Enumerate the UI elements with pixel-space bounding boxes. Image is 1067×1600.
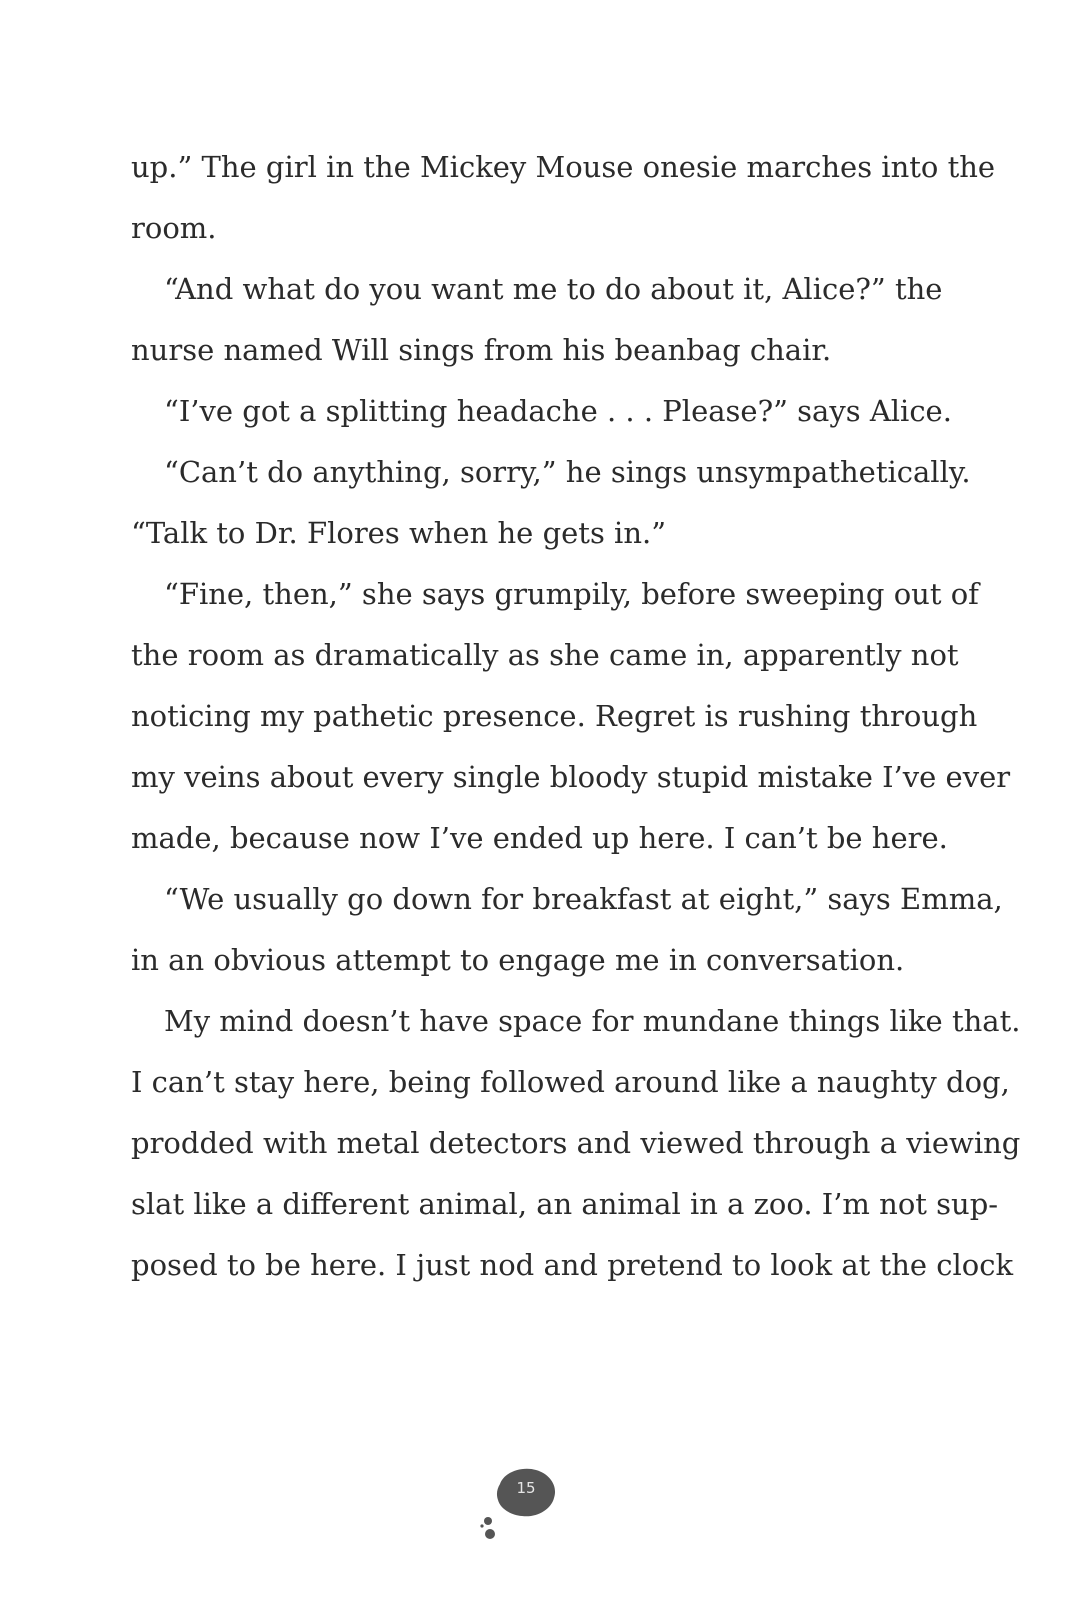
- text-line: My mind doesn’t have space for mundane things like that.: [164, 1004, 1021, 1038]
- text-line: I can’t stay here, being followed around like a naughty dog,: [131, 1065, 1010, 1099]
- text-line: made, because now I’ve ended up here. I can’t be here.: [131, 821, 948, 855]
- body-text: [131, 137, 1021, 1296]
- text-line: posed to be here. I just nod and pretend to look at the clock: [131, 1248, 1014, 1282]
- text-line: the room as dramatically as she came in, apparently not: [131, 638, 959, 672]
- text-line: room.: [131, 211, 217, 245]
- text-line: “I’ve got a splitting headache . . . Please?” says Alice.: [164, 394, 952, 428]
- page-number-badge: [470, 1462, 570, 1542]
- text-line: noticing my pathetic presence. Regret is rushing through: [131, 699, 978, 733]
- text-line: in an obvious attempt to engage me in conversation.: [131, 943, 905, 977]
- text-line: prodded with metal detectors and viewed through a viewing: [131, 1126, 1021, 1160]
- text-line: “And what do you want me to do about it, Alice?” the: [164, 272, 943, 306]
- ink-blot-icon: [470, 1462, 570, 1542]
- text-line: “Talk to Dr. Flores when he gets in.”: [131, 516, 667, 550]
- text-line: slat like a different animal, an animal in a zoo. I’m not sup-: [131, 1187, 999, 1221]
- text-line: my veins about every single bloody stupid mistake I’ve ever: [131, 760, 1011, 794]
- text-line: up.” The girl in the Mickey Mouse onesie marches into the: [131, 150, 996, 184]
- page-number: 15: [516, 1479, 536, 1497]
- text-line: nurse named Will sings from his beanbag chair.: [131, 333, 832, 367]
- text-line: “Can’t do anything, sorry,” he sings unsympathetically.: [164, 455, 971, 489]
- text-line: “We usually go down for breakfast at eight,” says Emma,: [164, 882, 1003, 916]
- text-line: “Fine, then,” she says grumpily, before sweeping out of: [164, 577, 979, 611]
